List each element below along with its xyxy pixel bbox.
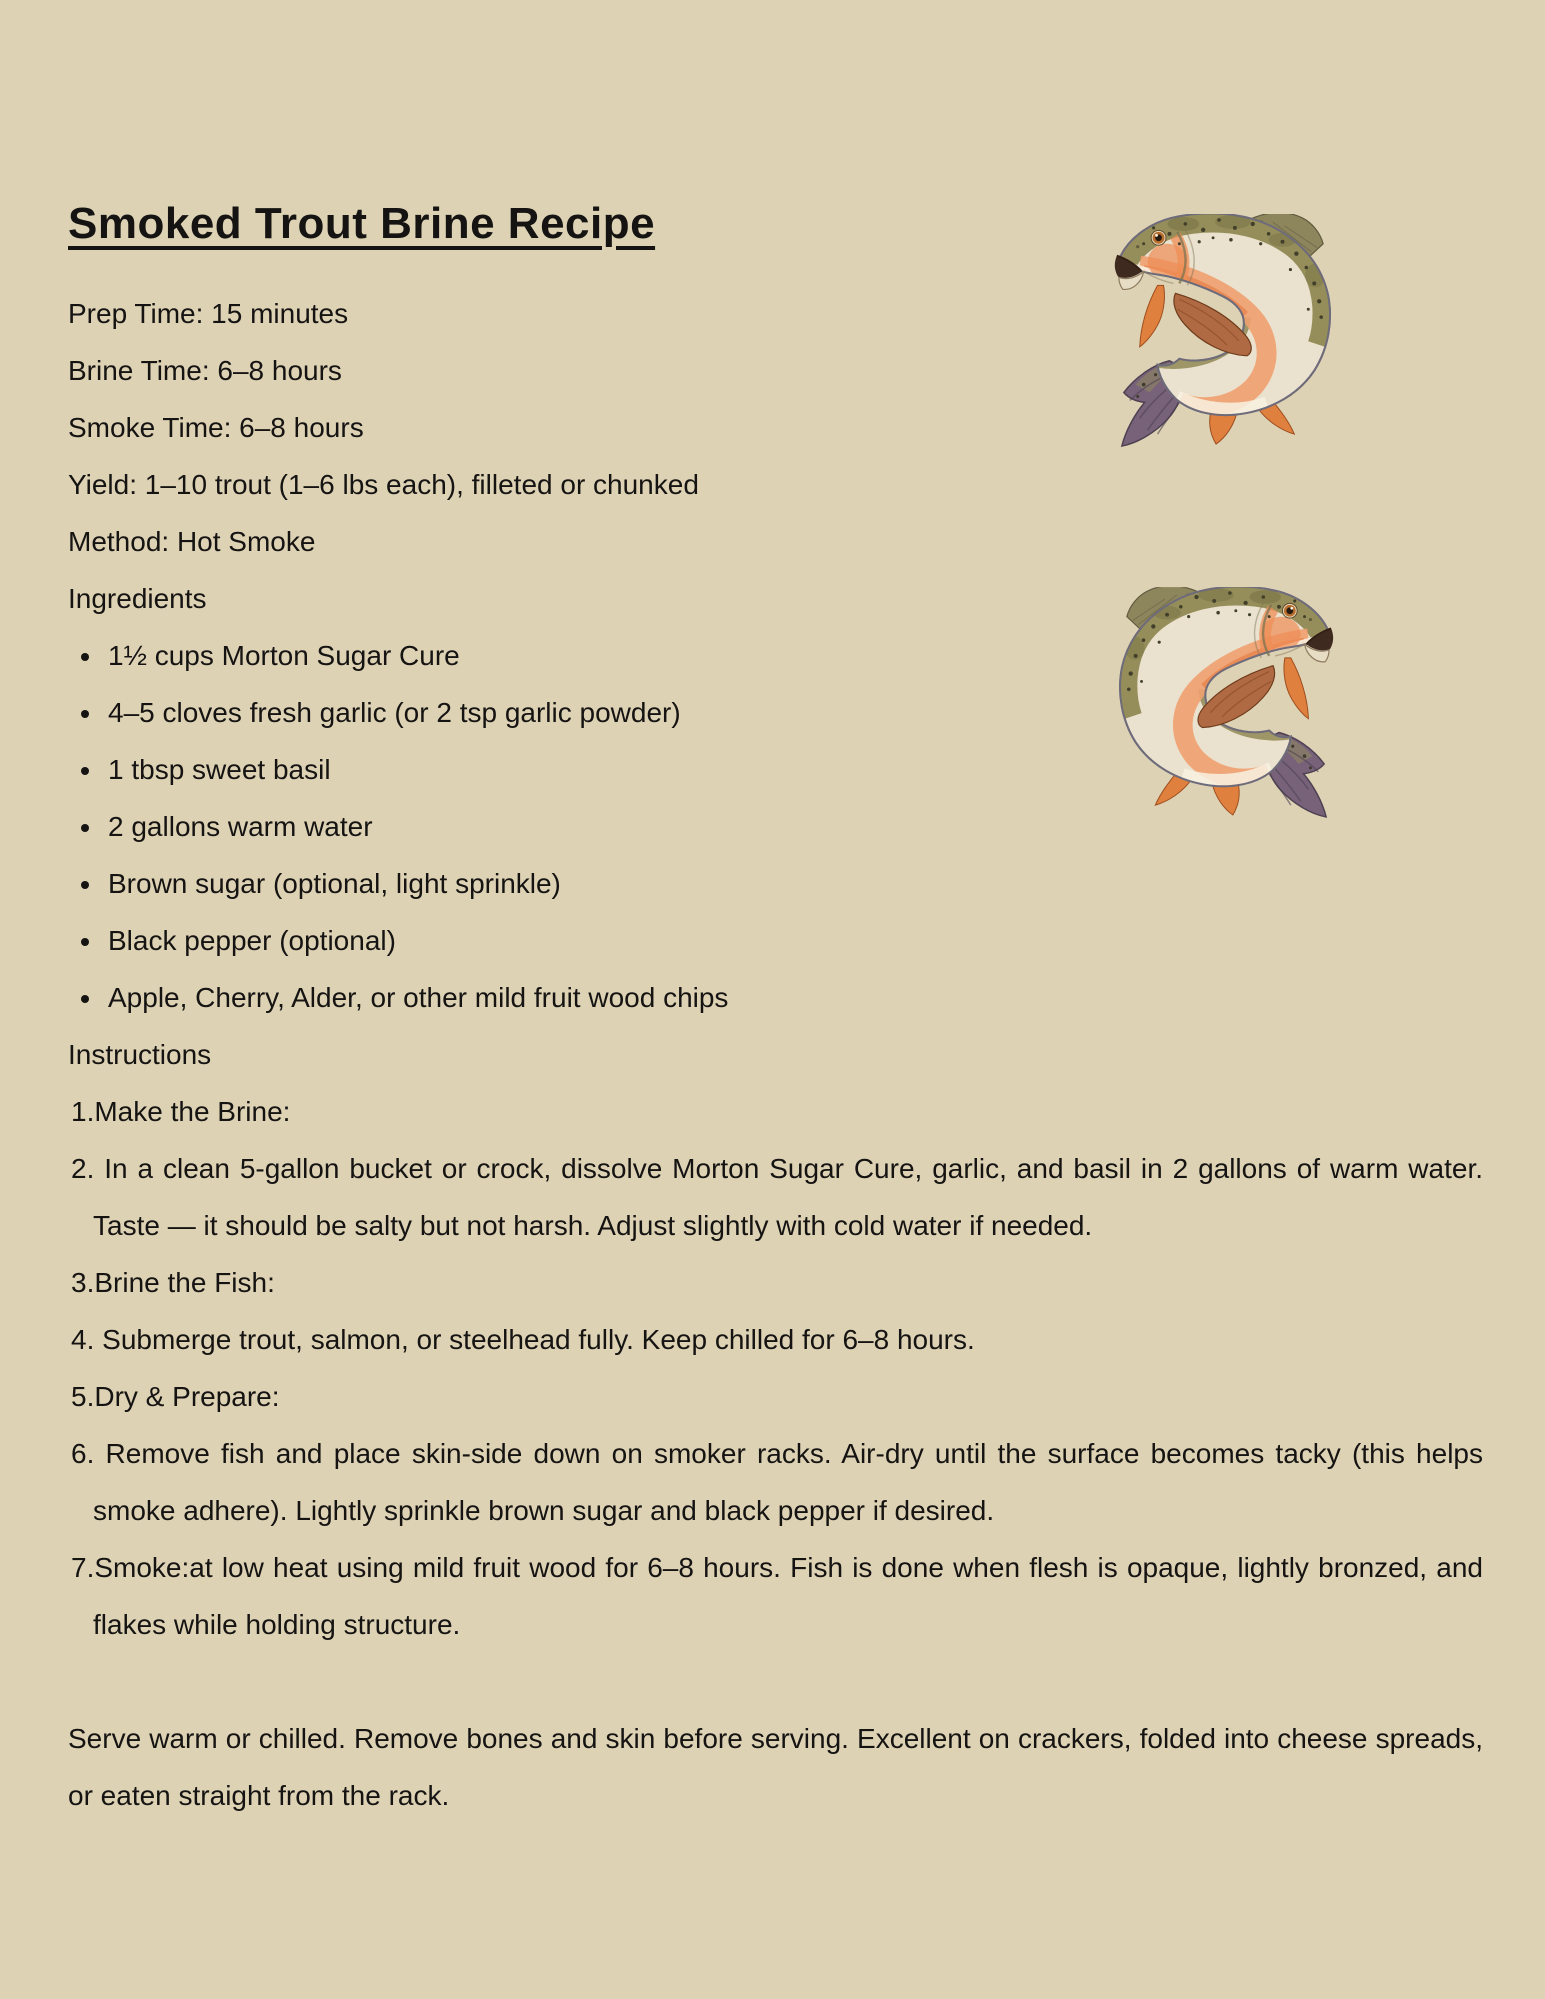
step-text: Submerge trout, salmon, or steelhead fully. Keep chilled for 6–8 hours. [94,1324,975,1355]
step-number: 4. [71,1324,95,1355]
ingredient-item: • 1½ cups Morton Sugar Cure [104,627,1483,684]
smoke-time: Smoke Time: 6–8 hours [68,412,364,443]
step-number: 5. [71,1381,95,1412]
yield: Yield: 1–10 trout (1–6 lbs each), filleted or chunked [68,469,699,500]
step-number: 7. [71,1552,95,1583]
instruction-step [68,1254,1483,1311]
ingredients-heading: Ingredients [68,583,207,614]
step-text: In a clean 5-gallon bucket or crock, dissolve Morton Sugar Cure, garlic, and basil in 2 gallons of warm water. Taste — it should be salty but not harsh. Adjust slightly with cold water if needed. [93,1153,1483,1241]
step-text: Remove fish and place skin-side down on smoker racks. Air-dry until the surface becomes tacky (this helps smoke adhere). Lightly sprinkle brown sugar and black pepper if desired. [93,1438,1483,1526]
step-text: Make the Brine: [94,1096,291,1127]
step-text: Brine the Fish: [94,1267,275,1298]
step-number: 1. [71,1096,95,1127]
step-number: 6. [71,1438,95,1469]
step-text: Smoke:at low heat using mild fruit wood for 6–8 hours. Fish is done when flesh is opaque, lightly bronzed, and flakes while holding structure. [93,1552,1483,1640]
instruction-step [68,1425,1483,1539]
instruction-step [68,1368,1483,1425]
brine-time: Brine Time: 6–8 hours [68,355,342,386]
ingredient-item: • 1 tbsp sweet basil [104,741,1483,798]
instruction-step [68,1311,1483,1368]
method: Method: Hot Smoke [68,526,316,557]
page-title: Smoked Trout Brine Recipe [68,199,656,248]
ingredient-item: • 4–5 cloves fresh garlic (or 2 tsp garlic powder) [104,684,1483,741]
step-text: Dry & Prepare: [94,1381,280,1412]
step-number: 3. [71,1267,95,1298]
instruction-step [68,1140,1483,1254]
serving-note: Serve warm or chilled. Remove bones and skin before serving. Excellent on crackers, folded into cheese spreads, or eaten straight from the rack. [68,1723,1483,1811]
ingredient-item: • Apple, Cherry, Alder, or other mild fruit wood chips [104,969,1483,1026]
ingredient-item: • Brown sugar (optional, light sprinkle) [104,855,1483,912]
ingredient-item: • 2 gallons warm water [104,798,1483,855]
ingredients-list [68,627,1483,1026]
instructions-heading: Instructions [68,1039,212,1070]
prep-time: Prep Time: 15 minutes [68,298,349,329]
instruction-step [68,1083,1483,1140]
step-number: 2. [71,1153,95,1184]
ingredient-item: • Black pepper (optional) [104,912,1483,969]
instruction-step [68,1539,1483,1653]
